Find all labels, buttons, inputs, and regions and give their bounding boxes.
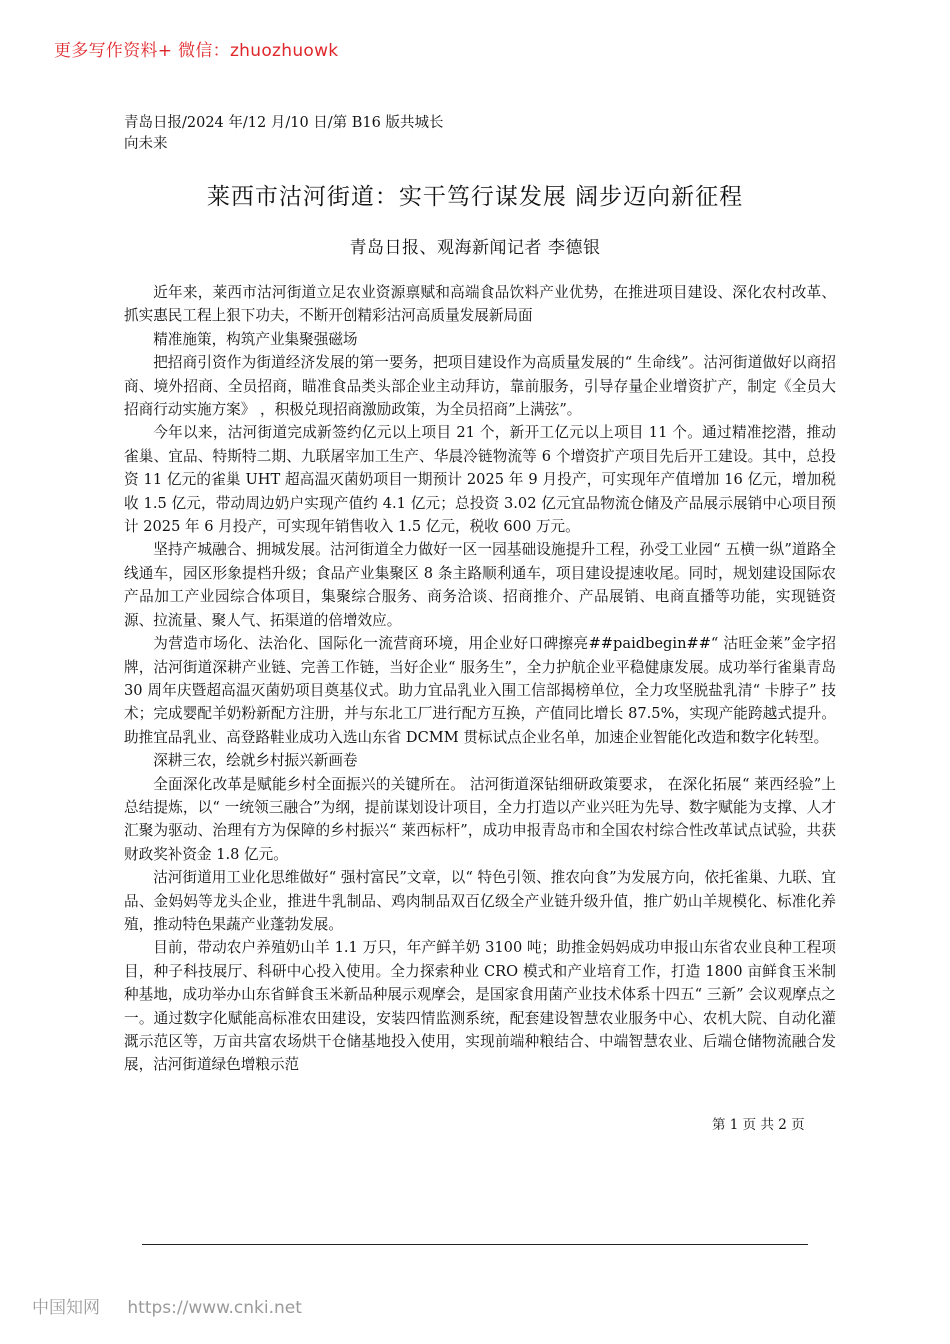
footer-watermark [32, 1293, 324, 1318]
paragraph: 近年来，莱西市沽河街道立足农业资源禀赋和高端食品饮料产业优势，在推进项目建设、深化农村改革、抓实惠民工程上狠下功夫，不断开创精彩沽河高质量发展新局面 [124, 284, 836, 325]
site-name: 中国知网 [32, 1298, 100, 1318]
paragraph: 全面深化改革是赋能乡村全面振兴的关键所在。 沽河街道深钻细研政策要求， 在深化拓展“ 莱西经验”上总结提炼，以“ 一统领三融合”为纲，提前谋划设计项目，全力打造以产业兴旺为先导、数字赋能为支撑、人才汇聚为驱动、治理有方为保障的乡村振兴“ 莱西标杆”，成功申报青岛市和全国农村综合性改革试点试验，共获财政奖补资金 1.8 亿元。 [124, 775, 836, 863]
paragraph: 沽河街道用工业化思维做好“ 强村富民”文章，以“ 特色引领、推农向食”为发展方向，依托雀巢、九联、宜品、金妈妈等龙头企业，推进牛乳制品、鸡肉制品双百亿级全产业链升级升值，推广奶山羊规模化、标准化养殖，推动特色果蔬产业蓬勃发展。 [124, 869, 836, 933]
article-body [124, 281, 836, 1077]
site-url[interactable]: https://www.cnki.net [127, 1298, 302, 1318]
paragraph: 为营造市场化、法治化、国际化一流营商环境，用企业好口碑擦亮##paidbegin##“ 沽旺金莱”金字招牌，沽河街道深耕产业链、完善工作链，当好企业“ 服务生”，全力护航企业平稳健康发展。成功举行雀巢青岛 30 周年庆暨超高温灭菌奶项目奠基仪式。助力宜品乳业入围工信部揭榜单位，全力攻坚脱盐乳清“ 卡脖子” 技术；完成婴配羊奶粉新配方注册，并与东北工厂进行配方互换，产值同比增长 87.5%，实现产能跨越式提升。助推宜品乳业、高登路鞋业成功入选山东省 DCMM 贯标试点企业名单，加速企业智能化改造和数字化转型。 [124, 635, 836, 746]
footer-divider [142, 1244, 808, 1245]
paragraph: 坚持产城融合、拥城发展。沽河街道全力做好一区一园基础设施提升工程，孙受工业园“ 五横一纵”道路全线通车，园区形象提档升级；食品产业集聚区 8 条主路顺利通车，项目建设提速收尾。同时，规划建设国际农产品加工产业园综合体项目，集聚综合服务、商务洽谈、招商推介、产品展销、电商直播等功能，实现链资源、拉流量、聚人气、拓渠道的倍增效应。 [124, 541, 836, 629]
promo-banner[interactable]: 更多写作资料+ 微信：zhuozhuowk [54, 41, 339, 61]
paragraph: 把招商引资作为街道经济发展的第一要务，把项目建设作为高质量发展的“ 生命线”。沽河街道做好以商招商、境外招商、全员招商，瞄准食品类头部企业主动拜访，靠前服务，引导存量企业增资扩产，制定《全员大招商行动实施方案》 ，积极兑现招商激励政策，为全员招商”上满弦”。 [124, 354, 836, 419]
article-byline: 青岛日报、观海新闻记者 李德银 [349, 238, 601, 258]
article-title: 莱西市沽河街道：实干笃行谋发展 阔步迈向新征程 [206, 184, 744, 210]
source-line: 青岛日报/2024 年/12 月/10 日/第 B16 版共城长 向未来 [124, 115, 444, 152]
section-heading: 精准施策，构筑产业集聚强磁场 [153, 330, 358, 348]
paragraph: 目前，带动农户养殖奶山羊 1.1 万只，年产鲜羊奶 3100 吨；助推金妈妈成功申报山东省农业良种工程项目，种子科技展厅、科研中心投入使用。全力探索种业 CRO 模式和产业培育工作，打造 1800 亩鲜食玉米制种基地，成功举办山东省鲜食玉米新品种展示观摩会，是国家食用菌产业技术体系十四五“ 三新” 会议观摩点之一。通过数字化赋能高标准农田建设，安装四情监测系统，配套建设智慧农业服务中心、农机大院、自动化灌溉示范区等，万亩共富农场烘干仓储基地投入使用，实现前端种粮结合、中端智慧农业、后端仓储物流融合发展，沽河街道绿色增粮示范 [124, 939, 836, 1074]
paragraph: 今年以来，沽河街道完成新签约亿元以上项目 21 个，新开工亿元以上项目 11 个。通过精准挖潜，推动雀巢、宜品、特斯特二期、九联屠宰加工生产、华晨冷链物流等 6 个增资扩产项目先后开工建设。其中，总投资 11 亿元的雀巢 UHT 超高温灭菌奶项目一期预计 2025 年 9 月投产，可实现年产值增加 16 亿元，增加税收 1.5 亿元，带动周边奶户实现产值约 4.1 亿元；总投资 3.02 亿元宜品物流仓储及产品展示展销中心项目预计 2025 年 6 月投产，可实现年销售收入 1.5 亿元，税收 600 万元。 [124, 424, 836, 536]
section-heading: 深耕三农，绘就乡村振兴新画卷 [153, 752, 358, 770]
page-number: 第 1 页 共 2 页 [712, 1117, 805, 1133]
